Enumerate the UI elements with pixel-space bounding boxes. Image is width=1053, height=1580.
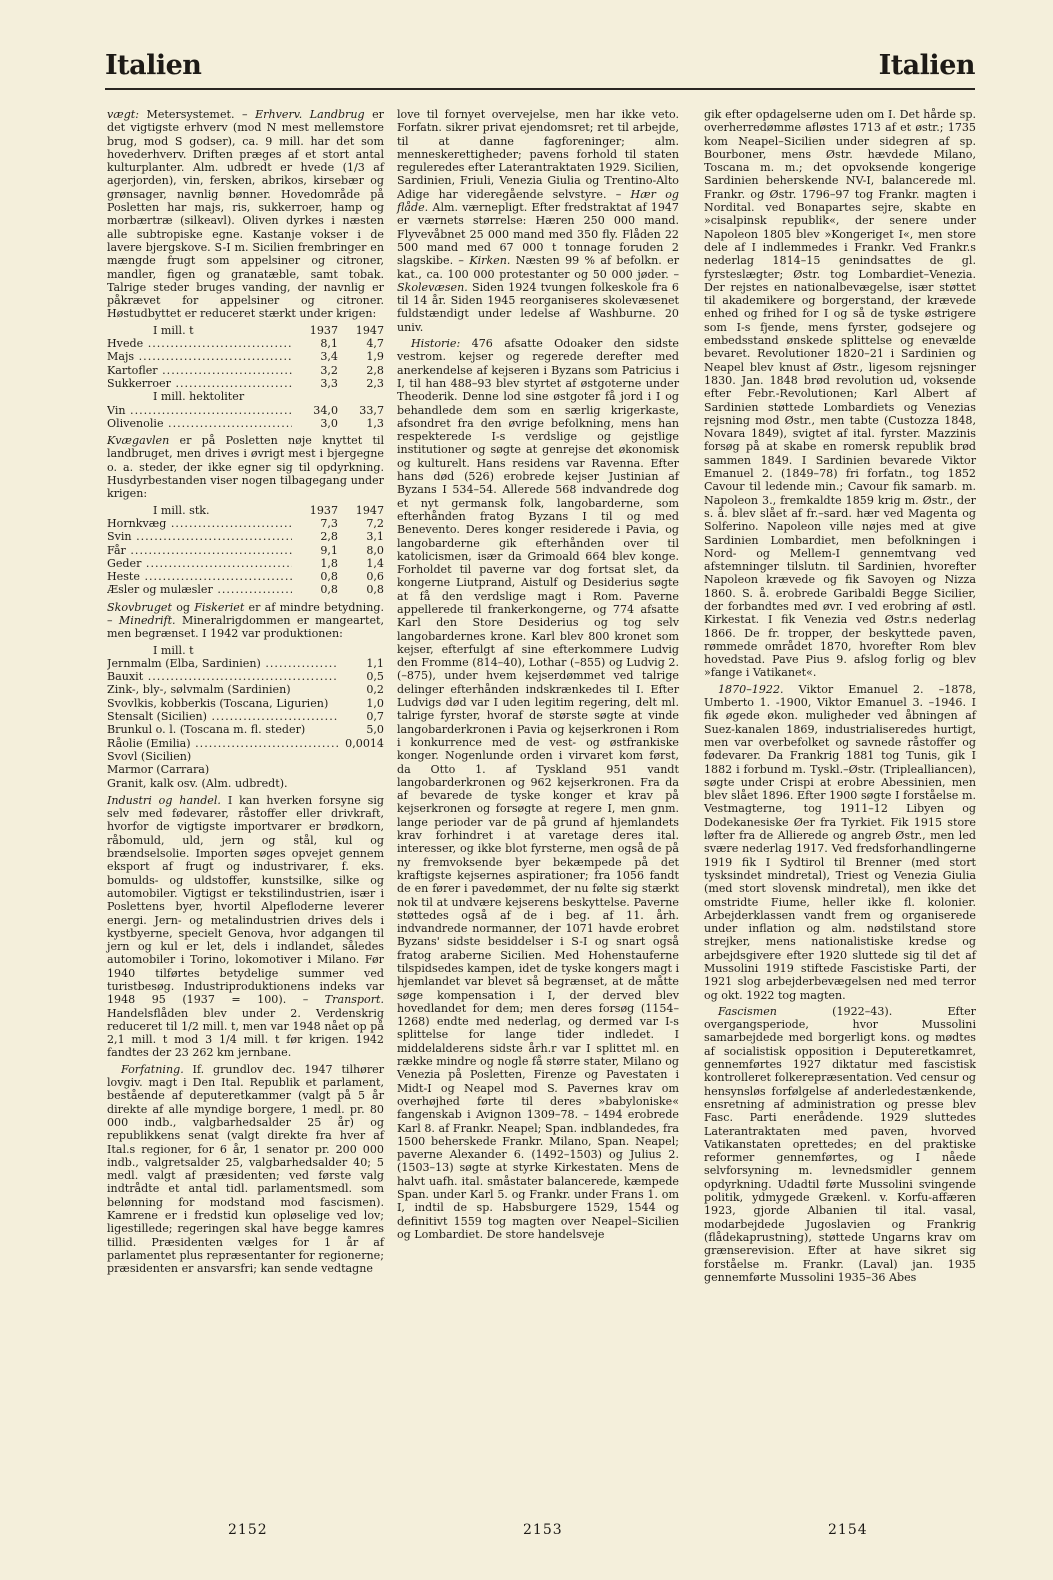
table-row	[107, 670, 384, 683]
row-label: Kartofler .....	[107, 364, 292, 377]
table-row	[107, 697, 384, 710]
table-row	[107, 657, 384, 670]
italic-heading: Fiskeriet	[194, 600, 245, 614]
text-run: er det vigtigste erhverv (mod N mest mellemstore brug, mod S godser), ca. 9 mill. har det som hovederhverv. Driften præges af et stort antal kulturplanter. Alm. udbredt er hvede (1/3 af agerjorden), vin, fersken, abrikos, kirsebær og grønsager, navnlig bønner. Hovedområde på Posletten har majs, ris, sukkerroer, hamp og morbærtræ (silkeavl). Oliven dyrkes i næsten alle subtropiske egne. Kastanje vokser i de lavere bjergskove. S-I m. Sicilien frembringer en mængde frugt som appelsiner og citroner, mandler, figen og granatæble, samt tobak. Talrige steder bruges vanding, der navnlig er påkrævet for appelsiner og citroner. Høstudbyttet er reduceret stærkt under krigen:	[107, 108, 384, 321]
text-run: Viktor Emanuel 2. –1878, Umberto 1. -1900, Viktor Emanuel 3. –1946. I fik øgede økon. muligheder ved åbningen af Suez-kanalen 1869, industrialiseredes hurtigt, men var overbefolket og savnede råstoffer og fødevarer. Da Frankrig 1881 tog Tunis, gik I 1882 i forbund m. Tyskl.–Østr. (Triplealliancen), søgte under Crispi at erobre Abessinien, men blev slået 1896. Efter 1900 søgte I forståelse m. Vestmagterne, tog 1911–12 Libyen og Dodekanesiske Øer fra Tyrkiet. Fik 1915 store løfter fra de Allierede og angreb Østr., men led svære nederlag 1917. Ved fredsforhandlingerne 1919 fik I Sydtirol til Brenner (med stort tysksindet mindretal), Triest og Venezia Giulia (med stort slovensk mindretal), men ikke det omstridte Fiume, heller ikke fl. kolonier. Arbejderklassen vandt frem og organiserede under inflation og alm. nødstilstand store strejker, mens nationalistiske kredse og arbejdsgivere efter 1920 sluttede sig til det af Mussolini 1919 stiftede Fascistiske Parti, der 1921 slog arbejderbevægelsen ned med terror og okt. 1922 tog magten.	[704, 682, 976, 1002]
italic-heading: Minedrift.	[118, 613, 176, 627]
row-value: 9,1	[320, 543, 338, 557]
row-value: 1947	[355, 323, 384, 337]
italic-heading: vægt:	[107, 108, 139, 121]
row-value: 1,4	[366, 556, 384, 570]
row-label: Stensalt (Sicilien) .....	[107, 710, 338, 723]
row-label: I mill. t	[153, 323, 194, 337]
row-value	[338, 763, 384, 776]
paragraph	[107, 434, 384, 500]
table-row	[107, 710, 384, 723]
row-value: 1,1	[366, 656, 384, 670]
row-value: 3,1	[366, 530, 384, 544]
row-value: 8,1	[320, 337, 338, 351]
row-value: 3,0	[320, 416, 338, 430]
row-value: 3,3	[320, 376, 338, 390]
row-value: 34,0	[313, 403, 338, 417]
row-value: 8,0	[366, 543, 384, 557]
row-value: 1,3	[366, 416, 384, 430]
text-run: Næsten 99 % af befolkn. er kat., ca. 100 000 protestanter og 50 000 jøder. –	[397, 254, 679, 281]
row-label: I mill. t	[153, 643, 194, 657]
text-column-1	[107, 108, 384, 1279]
text-run: love til fornyet overvejelse, men har ikke veto. Forfatn. sikrer privat ejendomsret; ret til arbejde, til at danne fagforeninger; alm. menneskerettigheder; pavens forhold til staten reguleredes efter Laterantraktaten 1929. Sicilien, Sardinien, Friuli, Venezia Giulia og Trentino-Alto Adige har videregående selvstyre. –	[397, 108, 679, 201]
row-label: Heste .....	[107, 570, 292, 583]
table-row	[107, 350, 384, 363]
row-label: Olivenolie .....	[107, 417, 292, 430]
row-value: 1,9	[366, 350, 384, 364]
text-run: Mineralrigdommen er mangeartet, men begrænset. I 1942 var produktionen:	[107, 613, 384, 641]
paragraph	[704, 683, 976, 1002]
text-run: If. grundlov dec. 1947 tilhører lovgiv. magt i Den Ital. Republik et parlament, bestående af deputeretkammer (valgt på 5 år direkte af alle myndige borgere, 1 medl. pr. 80 000 indb., valgbarhedsalder 25 år) og republikkens senat (valgt direkte fra hver af Ital.s regioner, for 6 år, 1 senator pr. 200 000 indb., valgretsalder 25, valgbarhedsalder 40; 5 medl. valgt af præsidenten; ved første valg indtrådte et antal tidl. parlamentsmedl. som belønning for modstand mod fascismen). Kamrene er i fredstid kun opløselige ved lov; ligestillede; regeringen skal have begge kamres tillid. Præsidenten vælges for 1 år af parlamentet plus repræsentanter for regionerne; præsidenten er ansvarsfri; kan sende vedtagne	[107, 1062, 384, 1276]
page-number-2154: 2154	[828, 1522, 868, 1538]
row-value	[292, 390, 338, 403]
row-label: Granit, kalk osv. (Alm. udbredt).	[107, 776, 288, 790]
table-row	[107, 750, 384, 763]
text-run: gik efter opdagelserne uden om I. Det hårde sp. overherredømme afløstes 1713 af et østr.; 1735 kom Neapel–Sicilien under sidegren af sp. Bourboner, mens Østr. hævdede Milano, Toscana m. m.; det opvoksende kongerige Sardinien beherskende NV-I, balancerede ml. Frankr. og Østr. 1796–97 tog Frankr. magten i Nordital. ved Bonapartes sejre, skabte en »cisalpinsk republik«, der senere under Napoleon 1805 blev »Kongeriget I«, men store dele af I indlemmedes i Frankr. Ved Frankr.s nederlag 1814–15 genindsattes de gl. fyrsteslægter; Østr. tog Lombardiet–Venezia. Der rejstes en nationalbevægelse, især støttet til akademikere og borgerstand, der krævede enhed og frihed for I og så de tyske østrigere som I-s fjende, mens fyrster, godsejere og embedsstand ønskede splittelse og enevælde bevaret. Revolutioner 1820–21 i Sardinien og Neapel blev knust af Østr., ligesom rejsninger 1830. Jan. 1848 brød revolution ud, voksende efter Febr.-Revolutionen; Karl Albert af Sardinien støttede Lombardiets og Venezias rejsning mod Østr., men tabte (Custozza 1848, Novara 1849), svigtet af ital. fyrster. Mazzinis forsøg på at skabe en romersk republik brød sammen 1849. I Sardinien bevarede Viktor Emanuel 2. (1849–78) fri forfatn., tog 1852 Cavour til ledende min.; Cavour fik samarb. m. Napoleon 3., fremkaldte 1859 krig m. Østr., der s. å. blev slået af fr.–sard. hær ved Magenta og Solferino. Napoleon ville nøjes med at give Sardinien Lombardiet, men befolkningen i Nord- og Mellem-I gennemtvang ved afstemninger tilslutn. til Sardinien, hvorefter Napoleon krævede og fik Savoyen og Nizza 1860. S. å. erobrede Garibaldi Begge Sicilier, der forbandtes med øvr. I ved erobring af østl. Kirkestat. I fik Venezia ved Østr.s nederlag 1866. De fr. tropper, der beskyttede paven, rømmede området 1870, hvorefter Rom blev hovedstad. Pave Pius 9. afslog forlig og blev »fange i Vatikanet«.	[704, 108, 976, 680]
page-number-2153: 2153	[523, 1522, 563, 1538]
row-value: 1,0	[366, 696, 384, 710]
paragraph	[107, 601, 384, 641]
row-label: Majs .....	[107, 350, 292, 363]
table-row	[107, 737, 384, 750]
row-value: 0,5	[366, 670, 384, 684]
text-column-2	[397, 108, 679, 1244]
table-row	[107, 337, 384, 350]
italic-heading: Skovbruget	[107, 600, 172, 614]
row-value: 0,6	[366, 570, 384, 584]
italic-heading: Fascismen	[718, 1004, 777, 1018]
text-run: 476 afsatte Odoaker den sidste vestrom. kejser og regerede derefter med anerkendelse af kejseren i Byzans som Patricius i I, til han 488–93 blev styrtet af østgoterne under Theoderik. Denne lod sine østgoter få jord i I og behandlede dem som en særlig krigerkaste, afsondret fra den øvrige befolkning, mens han respekterede I-s verdslige og gejstlige institutioner og søgte at genrejse det økonomisk og kulturelt. Hans residens var Ravenna. Efter hans død (526) erobrede kejser Justinian af Byzans I 534–54. Allerede 568 indvandrede dog et nyt germansk folk, langobarderne, som efterhånden fratog Byzans I til og med Benevento. Deres konger residerede i Pavia, og langobarderne gik efterhånden over til katolicismen, især da Grimoald 664 blev konge. Forholdet til paverne var dog fortsat slet, da kongerne Liutprand, Aistulf og Desiderius søgte at få den verdslige magt i Rom. Paverne appellerede til frankerkongerne, og 774 afsatte Karl den Store Desiderius og tog selv langobardernes krone. Karl blev 800 kronet som kejser, efterfulgt af sine efterkommere Ludvig den Fromme (814–40), Lothar (–855) og Ludvig 2. (–875), under hvem kejserdømmet ved talrige delinger efterhånden indskrænkedes til I. Efter Ludvigs død var I uden legitim regering, delt ml. talrige fyrster, hvoraf de største søgte at vinde langobarderkronen i Pavia og kejserkronen i Rom i konkurrence med de vest- og østfrankiske konger. Nogenlunde orden i virvaret kom først, da Otto 1. af Tyskland 951 vandt langobarderkronen og 962 kejserkronen. Fra da af bevarede de tyske konger et krav på kejserkronen og forsøgte at regere I, men gnm. lange perioder var de på grund af hjemlandets krav forhindret i at varetage deres ital. interesser, og ikke blot fyrsterne, men også de på ny fremvoksende byer bekæmpede på det kraftigste kejsernes aspirationer; fra 1056 fandt de en fører i pavedømmet, der nu følte sig stærkt nok til at undvære kejserens beskyttelse. Paverne støttedes også af de i beg. af 11. årh. indvandrede normanner, der 1071 havde erobret Byzans' sidste besiddelser i S-I og snart også fratog araberne Sicilien. Med Hohenstauferne tilspidsedes kampen, idet de tyske kongers magt i hjemlandet var blevet så begrænset, at de måtte søge kompensation i I, der derved blev hovedlandet for dem; men deres forsøg (1154–1268) endte med nederlag, og dermed var I-s splittelse for lange tider indledet. I middelalderens sidste årh.r var I splittet ml. en række mindre og nogle få større stater, Milano og Venezia på Posletten, Firenze og Pavestaten i Midt-I og Neapel mod S. Pavernes krav om overhøjhed førte til deres »babyloniske« fangenskab i Avignon 1309–78. – 1494 erobrede Karl 8. af Frankr. Neapel; Span. indblandedes, fra 1500 beherskede Frankr. Milano, Span. Neapel; paverne Alexander 6. (1492–1503) og Julius 2. (1503–13) søgte at styrke Kirkestaten. Mens de halvt uafh. ital. småstater balancerede, kæmpede Span. under Karl 5. og Frankr. under Frans 1. om I, indtil de sp. Habsburgere 1529, 1544 og definitivt 1559 tog magten over Neapel–Sicilien og Lombardiet. De store handelsveje	[397, 337, 679, 1241]
row-label: Får .....	[107, 544, 292, 557]
italic-heading: 1870–1922.	[718, 682, 784, 696]
table-row	[107, 557, 384, 570]
italic-heading: Kvægavlen	[107, 434, 170, 448]
row-label: Geder .....	[107, 557, 292, 570]
row-value: 2,3	[366, 376, 384, 390]
row-label: Sukkerroer .....	[107, 377, 292, 390]
row-value	[338, 777, 384, 790]
table-row	[107, 530, 384, 543]
running-head-left: Italien	[105, 50, 202, 81]
header-rule	[105, 88, 975, 90]
row-value: 4,7	[366, 337, 384, 351]
table-row	[107, 763, 384, 776]
row-value	[338, 390, 384, 403]
row-label: Vin .....	[107, 404, 292, 417]
paragraph	[107, 794, 384, 1060]
row-label: Marmor (Carrara)	[107, 763, 210, 777]
table-row	[107, 404, 384, 417]
italic-heading: Erhverv. Landbrug	[255, 108, 365, 121]
page-number-2152: 2152	[228, 1522, 268, 1538]
statistics-table	[107, 504, 384, 597]
table-row	[107, 777, 384, 790]
paragraph	[107, 108, 384, 321]
row-value: 1937	[309, 503, 338, 517]
row-value: 0,2	[366, 683, 384, 697]
row-value: 1947	[355, 503, 384, 517]
table-header-row	[107, 644, 384, 657]
text-run: Siden 1924 tvungen folkeskole fra 6 til 14 år. Siden 1945 reorganiseres skolevæsenet fuldstændigt under ledelse af Washburne. 20 univ.	[397, 280, 679, 334]
table-row	[107, 417, 384, 430]
row-label: Bauxit .....	[107, 670, 338, 683]
paragraph	[397, 108, 679, 334]
row-label: Svovlkis, kobberkis (Toscana, Ligurien)	[107, 696, 329, 710]
row-value: 0,8	[320, 570, 338, 584]
row-value: 2,8	[320, 530, 338, 544]
row-value: 2,8	[366, 363, 384, 377]
row-label: Brunkul o. l. (Toscana m. fl. steder)	[107, 723, 306, 737]
row-label: Hvede .....	[107, 337, 292, 350]
row-value	[338, 750, 384, 763]
italic-heading: Skolevæsen.	[397, 280, 468, 294]
statistics-table	[107, 324, 384, 430]
text-run: Metersystemet. –	[139, 108, 256, 121]
statistics-table	[107, 644, 384, 790]
row-label: I mill. hektoliter	[153, 390, 245, 404]
text-run: Alm. værnepligt. Efter fredstraktat af 1947 er værnets størrelse: Hæren 250 000 mand. Flyvevåbnet 25 000 mand med 350 fly. Flåden 22 500 mand med 67 000 t tonnage foruden 2 slagskibe. –	[397, 201, 679, 268]
row-value: 0,7	[366, 710, 384, 724]
italic-heading: Forfatning.	[121, 1062, 184, 1076]
table-row	[107, 377, 384, 390]
text-run: (1922–43). Efter overgangsperiode, hvor Mussolini samarbejdede med borgerligt kons. og mødtes af socialistisk opposition i Deputeretkamret, gennemførtes 1927 diktatur med fascistisk kontrolleret folkerepræsentation. Ved censur og hensynsløs forfølgelse af anderledestænkende, ensretning af administration og presse blev Fasc. Parti enerådende. 1929 sluttedes Laterantraktaten med paven, hvorved Vatikanstaten oprettedes; en del praktiske reformer gennemførtes, og I nåede selvforsyning m. levnedsmidler gennem opdyrkning. Udadtil førte Mussolini svingende politik, ydmygede Grækenl. v. Korfu-affæren 1923, gjorde Albanien til ital. vasal, modarbejdede Jugoslavien og Frankrig (flådekaprustning), støttede Ungarns krav om grænserevision. Efter at have sikret sig forståelse m. Frankr. (Laval) jan. 1935 gennemførte Mussolini 1935–36 Abes	[704, 1004, 976, 1284]
row-value: 7,2	[366, 516, 384, 530]
table-header-row	[107, 504, 384, 517]
row-value: 0,8	[366, 583, 384, 597]
row-label: Jernmalm (Elba, Sardinien) .....	[107, 657, 338, 670]
row-value: 5,0	[366, 723, 384, 737]
italic-heading: Historie:	[411, 337, 461, 351]
row-value: 3,4	[320, 350, 338, 364]
row-label: Æsler og mulæsler .....	[107, 583, 292, 596]
text-column-3	[704, 108, 976, 1287]
row-label: Svovl (Sicilien)	[107, 749, 192, 763]
row-value: 0,0014	[345, 736, 384, 750]
table-subheader-row	[107, 390, 384, 403]
paragraph	[704, 1005, 976, 1284]
row-label: Svin .....	[107, 530, 292, 543]
italic-heading: Kirken.	[469, 254, 511, 268]
table-header-row	[107, 324, 384, 337]
italic-heading: Transport.	[324, 993, 384, 1007]
table-row	[107, 570, 384, 583]
row-label: I mill. stk.	[153, 503, 210, 517]
table-row	[107, 723, 384, 736]
text-run: I kan hverken forsyne sig selv med fødevarer, råstoffer eller drivkraft, hvorfor de vigtigste importvarer er brødkorn, råbomuld, uld, jern og stål, kul og brændselsolie. Importen søges opvejet gennem eksport af frugt og industrivarer, f. eks. bomulds- og uldstoffer, kunstsilke, silke og automobiler. Vigtigst er tekstilindustrien, især i Poslettens byer, hvortil Alpefloderne leverer energi. Jern- og metalindustrien drives dels i kystbyerne, specielt Genova, hvor adgangen til jern og kul er let, dels i indlandet, således automobiler i Torino, lokomotiver i Milano. Før 1940 tilførtes betydelige summer ved turistbesøg. Industriproduktionens indeks var 1948 95 (1937 = 100). –	[107, 793, 384, 1007]
paragraph	[107, 1063, 384, 1276]
table-row	[107, 683, 384, 696]
row-label: Zink-, bly-, sølvmalm (Sardinien)	[107, 683, 291, 697]
table-row	[107, 544, 384, 557]
text-run: er af mindre betydning. –	[107, 600, 384, 627]
paragraph	[397, 337, 679, 1241]
row-value: 1937	[309, 323, 338, 337]
row-value: 7,3	[320, 516, 338, 530]
table-row	[107, 583, 384, 596]
row-value: 0,8	[320, 583, 338, 597]
text-run: og	[171, 600, 195, 614]
table-row	[107, 364, 384, 377]
italic-heading: Hær og flåde.	[397, 187, 679, 215]
row-value	[338, 644, 384, 657]
italic-heading: Industri og handel.	[107, 793, 221, 807]
text-run: er på Posletten nøje knyttet til landbruget, men drives i øvrigt mest i bjergegne o. a. steder, der ikke egner sig til opdyrkning. Husdyrbestanden viser nogen tilbagegang under krigen:	[107, 434, 384, 501]
row-value: 33,7	[359, 403, 384, 417]
paragraph	[704, 108, 976, 680]
text-run: Handelsflåden blev under 2. Verdenskrig reduceret til 1/2 mill. t, men var 1948 nået op på 2,1 mill. t mod 3 1/4 mill. t før krigen. 1942 fandtes der 23 262 km jernbane.	[107, 1006, 384, 1060]
table-row	[107, 517, 384, 530]
row-label: Råolie (Emilia) .....	[107, 737, 338, 750]
row-label: Hornkvæg .....	[107, 517, 292, 530]
row-value: 3,2	[320, 363, 338, 377]
running-head-right: Italien	[878, 50, 975, 81]
row-value: 1,8	[320, 556, 338, 570]
